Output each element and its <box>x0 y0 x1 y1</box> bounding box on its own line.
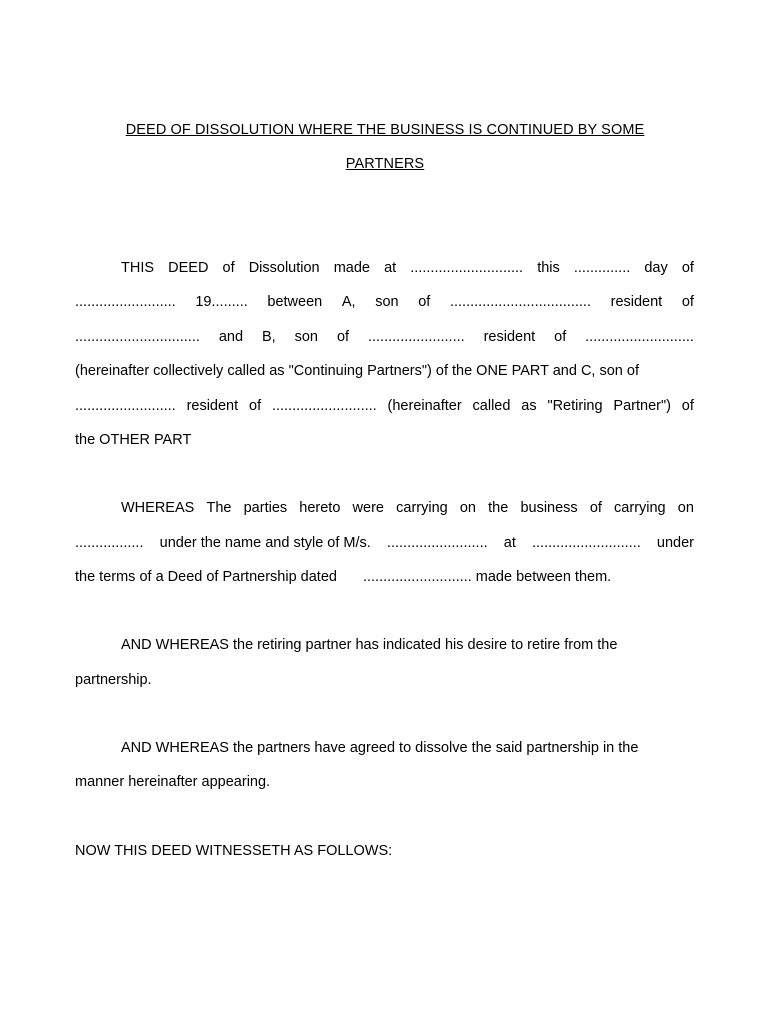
para3-line-2: partnership. <box>75 672 152 688</box>
para4-line-1: AND WHEREAS the partners have agreed to dissolve the said partnership in the <box>121 740 639 756</box>
witness-heading: NOW THIS DEED WITNESSETH AS FOLLOWS: <box>75 843 393 859</box>
para2-line-1: WHEREAS The parties hereto were carrying on the business of carrying on <box>121 500 694 516</box>
para1-line-5: ......................... resident of .......................... (hereinafter called as "Retiring Partner") of <box>75 398 694 414</box>
para1-line-2: ......................... 19......... between A, son of ................................... resident of <box>75 294 694 310</box>
document-title-line-1: DEED OF DISSOLUTION WHERE THE BUSINESS IS CONTINUED BY SOME <box>125 122 645 138</box>
para1-line-6: the OTHER PART <box>75 432 192 448</box>
para2-line-3: the terms of a Deed of Partnership dated ........................... made between them. <box>75 569 612 585</box>
para1-line-4: (hereinafter collectively called as "Continuing Partners") of the ONE PART and C, son of <box>75 363 639 379</box>
document-title-line-2: PARTNERS <box>345 156 425 172</box>
para1-line-1: THIS DEED of Dissolution made at ............................ this .............. day of <box>121 260 694 276</box>
para1-line-3: ............................... and B, son of ........................ resident of ........................... <box>75 329 694 345</box>
para2-line-2: ................. under the name and style of M/s. ......................... at ........................... under <box>75 535 694 551</box>
para4-line-2: manner hereinafter appearing. <box>75 774 271 790</box>
para3-line-1: AND WHEREAS the retiring partner has indicated his desire to retire from the <box>121 637 618 653</box>
